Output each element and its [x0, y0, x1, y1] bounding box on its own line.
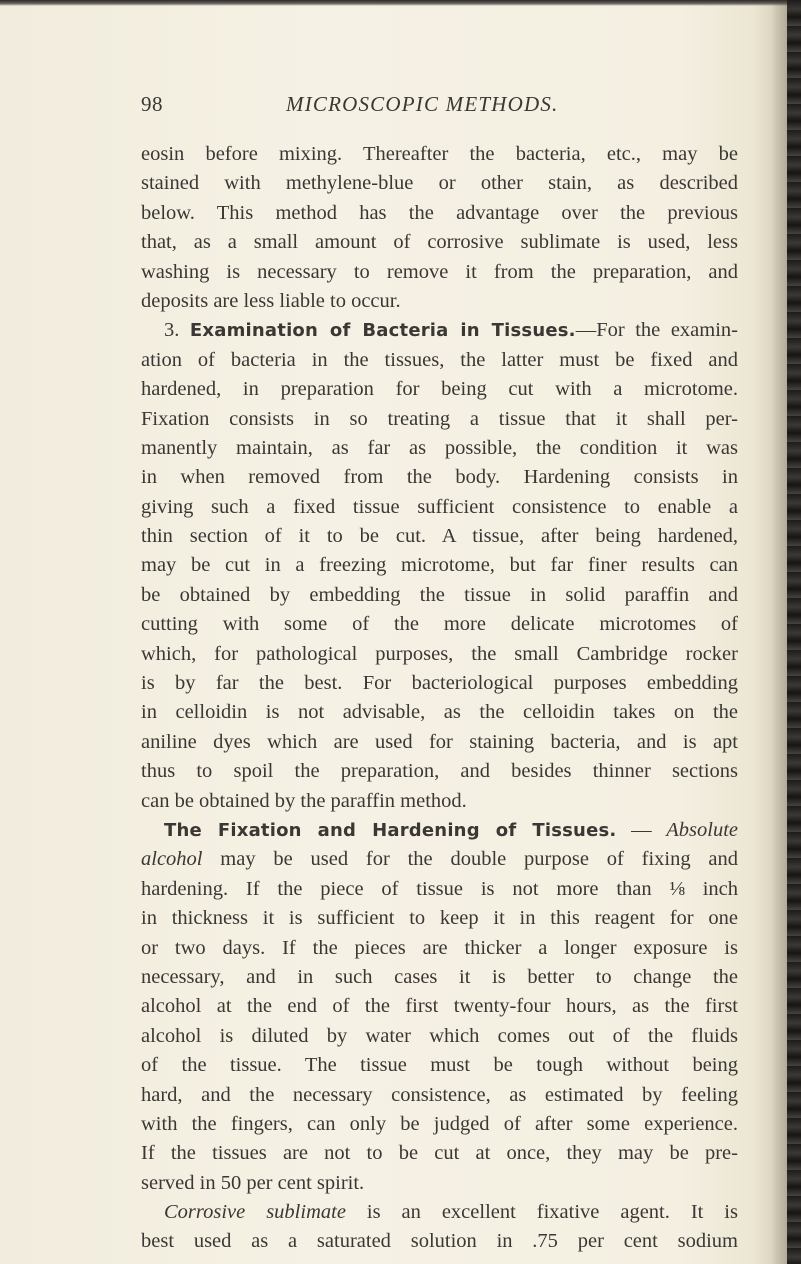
page-header [141, 92, 739, 122]
text-line: manently maintain, as far as possible, the condition it was [141, 436, 738, 459]
italic-term: alcohol [141, 848, 203, 871]
text-line: aniline dyes which are used for staining bacteria, and is apt [141, 730, 738, 753]
text-line: cutting with some of the more delicate microtomes of [141, 613, 738, 636]
text-line: eosin before mixing. Thereafter the bacteria, etc., may be [141, 143, 738, 165]
text-line: with the fingers, can only be judged of after some experience. [141, 1112, 738, 1135]
text-line: hard, and the necessary consistence, as estimated by feeling [141, 1083, 738, 1106]
text-line: below. This method has the advantage over the previous [141, 201, 738, 224]
text-line: stained with methylene-blue or other stain, as described [141, 172, 738, 195]
text-line: hardened, in preparation for being cut with a microtome. [141, 378, 738, 401]
text-line: necessary, and in such cases it is better to change the [141, 965, 738, 988]
text-line: in celloidin is not advisable, as the celloidin takes on the [141, 701, 738, 724]
text-line: giving such a fixed tissue sufficient consistence to enable a [141, 495, 738, 518]
section-heading-line: 3. Examination of Bacteria in Tissues.—For the examin- [164, 319, 738, 342]
text-line: served in 50 per cent spirit. [141, 1171, 365, 1194]
text-line: can be obtained by the paraffin method. [141, 789, 467, 812]
page-gutter-shadow [771, 0, 787, 1264]
text-line: which, for pathological purposes, the small Cambridge rocker [141, 642, 738, 665]
section-heading-line: The Fixation and Hardening of Tissues. — Absolute [164, 818, 738, 841]
text-line: is by far the best. For bacteriological purposes embedding [141, 672, 738, 695]
text-line: thin section of it to be cut. A tissue, after being hardened, [141, 525, 738, 548]
text-line: in when removed from the body. Hardening consists in [141, 466, 738, 489]
text-line: in thickness it is sufficient to keep it in this reagent for one [141, 907, 738, 930]
section-heading: The Fixation and Hardening of Tissues. [164, 819, 617, 841]
italic-term: Absolute [666, 818, 738, 841]
text-line: hardening. If the piece of tissue is not more than ⅛ inch [141, 877, 738, 900]
text-line: ation of bacteria in the tissues, the latter must be fixed and [141, 348, 738, 371]
text-line: Corrosive sublimate is an excellent fixative agent. It is [164, 1201, 738, 1224]
text-line: thus to spoil the preparation, and besides thinner sections [141, 760, 738, 783]
text-line: deposits are less liable to occur. [141, 289, 401, 312]
text-line: may be cut in a freezing microtome, but far finer results can [141, 554, 738, 577]
text-line: be obtained by embedding the tissue in solid paraffin and [141, 583, 738, 606]
text-line: best used as a saturated solution in .75 per cent sodium [141, 1230, 738, 1253]
text-line: If the tissues are not to be cut at once, they may be pre- [141, 1142, 738, 1165]
text-line: alcohol at the end of the first twenty-four hours, as the first [141, 995, 738, 1018]
text-line: alcohol may be used for the double purpose of fixing and [141, 848, 738, 871]
text-line: or two days. If the pieces are thicker a longer exposure is [141, 936, 738, 959]
section-heading: Examination of Bacteria in Tissues. [189, 320, 576, 342]
top-rule [0, 0, 801, 6]
page-edge [787, 0, 801, 1264]
body-text [141, 140, 738, 1257]
text-line: of the tissue. The tissue must be tough without being [141, 1054, 738, 1077]
text-line: alcohol is diluted by water which comes out of the fluids [141, 1024, 738, 1047]
page-number: 98 [141, 92, 163, 116]
text-line: that, as a small amount of corrosive sublimate is used, less [141, 231, 738, 254]
text-line: Fixation consists in so treating a tissue that it shall per- [141, 407, 738, 430]
text-line: washing is necessary to remove it from the preparation, and [141, 260, 738, 283]
italic-term: Corrosive sublimate [164, 1201, 346, 1224]
running-head: MICROSCOPIC METHODS. [286, 92, 559, 116]
